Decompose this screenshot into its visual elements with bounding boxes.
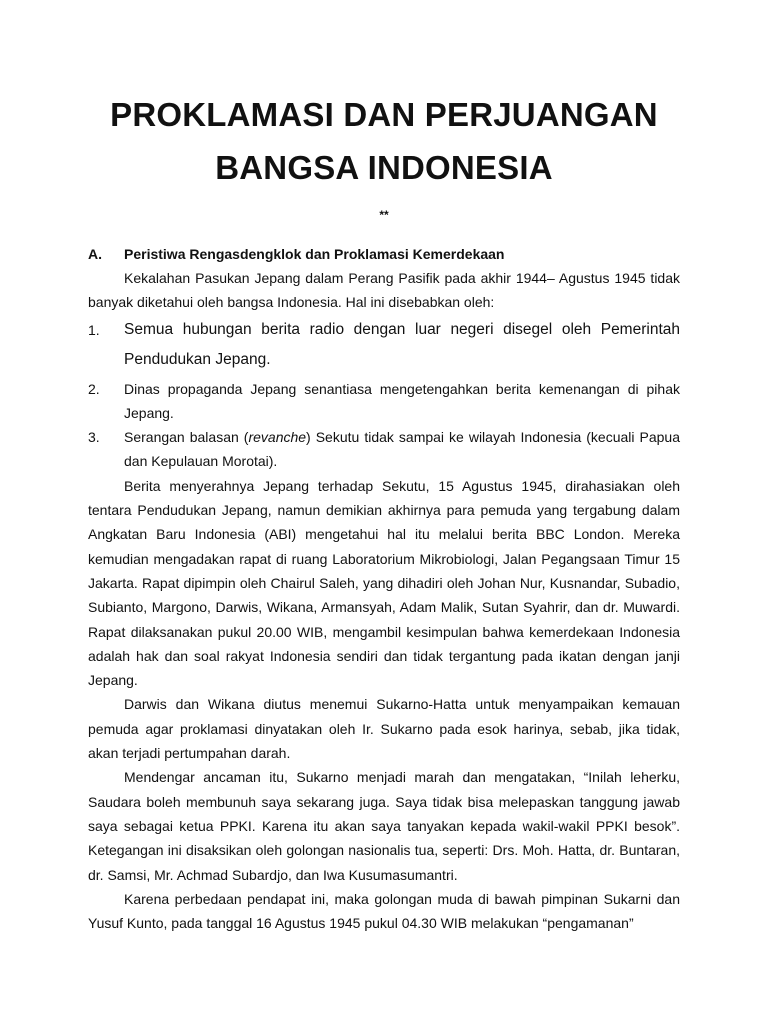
body-paragraph: Karena perbedaan pendapat ini, maka golongan muda di bawah pimpinan Sukarni dan Yusuf Kunto, pada tanggal 16 Agustus 1945 pukul 04.30 WIB melakukan “pengamanan”	[88, 890, 680, 932]
reasons-list	[88, 315, 680, 474]
section-heading-text: Peristiwa Rengasdengklok dan Proklamasi Kemerdekaan	[124, 246, 505, 262]
title-separator: **	[379, 208, 389, 222]
page-title	[88, 0, 680, 194]
list-item-number: 2.	[88, 380, 100, 397]
list-item	[88, 425, 680, 474]
list-item-text-after: ) Sekutu tidak sampai ke wilayah Indonesia (kecuali Papua dan Kepulauan Morotai).	[124, 429, 681, 470]
list-item-text: Semua hubungan berita radio dengan luar negeri disegel oleh Pemerintah Pendudukan Jepang.	[124, 320, 680, 368]
list-item	[88, 377, 680, 426]
list-item-text-before: Serangan balasan (	[124, 429, 249, 446]
section-heading	[88, 242, 680, 266]
list-item-text	[124, 425, 680, 474]
list-item-number: 3.	[88, 429, 100, 446]
body-paragraph: Darwis dan Wikana diutus menemui Sukarno-Hatta untuk menyampaikan kemauan pemuda agar proklamasi dinyatakan oleh Ir. Sukarno pada esok harinya, sebab, jika tidak, akan terjadi pertumpahan darah.	[88, 696, 680, 762]
title-line-2: BANGSA INDONESIA	[215, 149, 553, 186]
list-item	[88, 315, 680, 375]
body-paragraph: Mendengar ancaman itu, Sukarno menjadi marah dan mengatakan, “Inilah leherku, Saudara boleh membunuh saya sekarang juga. Saya tidak bisa melepaskan tanggung jawab saya sebagai ketua PPKI. Karena itu akan saya tanyakan kepada wakil-wakil PPKI besok”. Ketegangan ini disaksikan oleh golongan nasionalis tua, seperti: Drs. Moh. Hatta, dr. Buntaran, dr. Samsi, Mr. Achmad Subardjo, dan Iwa Kusumasumantri.	[88, 769, 680, 883]
list-item-italic-term: revanche	[248, 429, 307, 446]
body-paragraph: Berita menyerahnya Jepang terhadap Sekutu, 15 Agustus 1945, dirahasiakan oleh tentara Pendudukan Jepang, namun demikian akhirnya para pemuda yang tergabung dalam Angkatan Baru Indonesia (ABI) mengetahui hal itu melalui berita BBC London. Mereka kemudian mengadakan rapat di ruang Laboratorium Mikrobiologi, Jalan Pegangsaan Timur 15 Jakarta. Rapat dipimpin oleh Chairul Saleh, yang dihadiri oleh Johan Nur, Kusnandar, Subadio, Subianto, Margono, Darwis, Wikana, Armansyah, Adam Malik, Sutan Syahrir, dan dr. Muwardi. Rapat dilaksanakan pukul 20.00 WIB, mengambil kesimpulan bahwa kemerdekaan Indonesia adalah hak dan soal rakyat Indonesia sendiri dan tidak tergantung pada ikatan dengan janji Jepang.	[88, 477, 680, 689]
list-item-number: 1.	[88, 321, 100, 338]
section-letter: A.	[88, 246, 102, 262]
list-item-text: Dinas propaganda Jepang senantiasa mengetengahkan berita kemenangan di pihak Jepang.	[124, 380, 680, 421]
intro-paragraph: Kekalahan Pasukan Jepang dalam Perang Pasifik pada akhir 1944– Agustus 1945 tidak banyak diketahui oleh bangsa Indonesia. Hal ini disebabkan oleh:	[88, 270, 680, 311]
title-line-1: PROKLAMASI DAN PERJUANGAN	[110, 96, 658, 133]
